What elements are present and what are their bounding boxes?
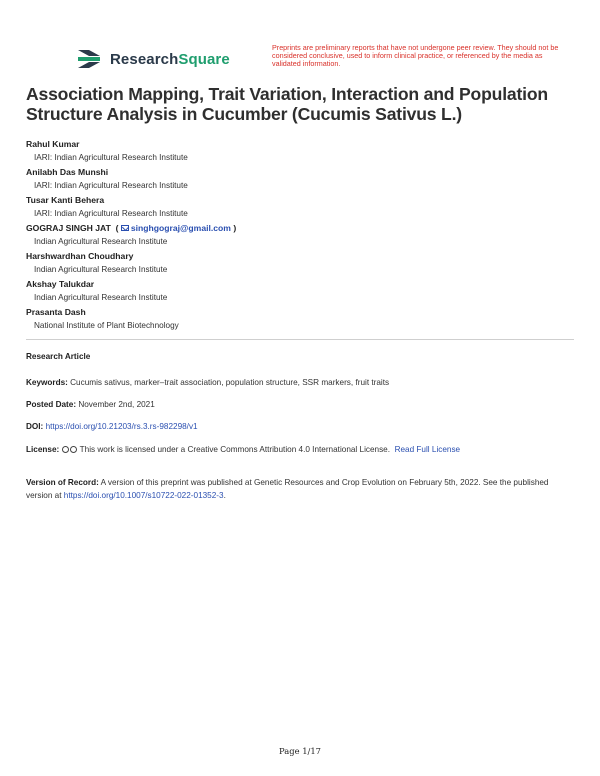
brand-name-part2: Square	[178, 50, 230, 68]
version-label: Version of Record:	[26, 478, 99, 487]
author-email-link[interactable]: singhgograj@gmail.com	[130, 223, 231, 233]
author	[26, 194, 586, 221]
author-list	[26, 138, 586, 334]
mail-icon	[121, 225, 129, 231]
author	[26, 250, 586, 277]
doi-row	[26, 420, 576, 433]
author-name[interactable]: Harshwardhan Choudhary	[26, 251, 134, 261]
author-name[interactable]: Prasanta Dash	[26, 307, 86, 317]
author-affiliation: IARI: Indian Agricultural Research Institute	[34, 181, 188, 190]
page-number: Page 1/17	[278, 746, 322, 756]
attribution-icon	[70, 446, 77, 453]
article-type	[26, 350, 576, 363]
posted-date-value: November 2nd, 2021	[78, 400, 155, 409]
author-affiliation: Indian Agricultural Research Institute	[34, 237, 168, 246]
author	[26, 278, 586, 305]
author-name[interactable]: Anilabh Das Munshi	[26, 167, 109, 177]
author-affiliation: Indian Agricultural Research Institute	[34, 293, 168, 302]
email-open-paren: (	[113, 223, 121, 233]
keywords-label: Keywords:	[26, 378, 68, 387]
header	[76, 43, 559, 78]
research-square-logo-icon	[76, 48, 102, 70]
creative-commons-icon	[62, 446, 69, 453]
paper-title: Association Mapping, Trait Variation, Interaction and Population Structure Analysis in Cucumber (Cucumis Sativus L.)	[26, 84, 548, 124]
version-of-record	[26, 476, 576, 502]
license-row	[26, 443, 576, 456]
author-name[interactable]: Rahul Kumar	[26, 139, 80, 149]
posted-date-label: Posted Date:	[26, 400, 77, 409]
author-affiliation: IARI: Indian Agricultural Research Institute	[34, 209, 188, 218]
author	[26, 166, 586, 193]
preprint-disclaimer: Preprints are preliminary reports that have not undergone peer review. They should not be considered conclusive, used to inform clinical practice, or referenced by the media as validated information.	[272, 43, 559, 69]
version-text: A version of this preprint was published at Genetic Resources and Crop Evolution on February 5th, 2022. See the published version at	[26, 478, 549, 500]
doi-label: DOI:	[26, 422, 44, 431]
author-name-line	[26, 222, 586, 235]
brand-name-part1: Research	[110, 50, 179, 68]
read-full-license-link[interactable]: Read Full License	[394, 445, 461, 454]
author-affiliation: Indian Agricultural Research Institute	[34, 265, 168, 274]
email-close-paren: )	[230, 223, 237, 233]
posted-date-row	[26, 398, 576, 411]
author-name[interactable]: Akshay Talukdar	[26, 279, 95, 289]
article-type-label: Research Article	[26, 352, 91, 361]
version-link[interactable]: https://doi.org/10.1007/s10722-022-01352-3	[63, 491, 224, 500]
author-affiliation: IARI: Indian Agricultural Research Institute	[34, 153, 188, 162]
author	[26, 306, 586, 333]
author-name[interactable]: Tusar Kanti Behera	[26, 195, 105, 205]
keywords-value: Cucumis sativus, marker–trait association, population structure, SSR markers, fruit traits	[70, 378, 390, 387]
author-affiliation: National Institute of Plant Biotechnology	[34, 321, 179, 330]
doi-link[interactable]: https://doi.org/10.21203/rs.3.rs-982298/v1	[45, 422, 198, 431]
author-name[interactable]: GOGRAJ SINGH JAT	[26, 223, 111, 233]
section-divider	[26, 339, 574, 340]
author	[26, 138, 586, 165]
brand-name	[110, 51, 230, 68]
author-corresponding	[26, 222, 586, 249]
research-square-logo[interactable]	[76, 48, 230, 70]
keywords-row	[26, 376, 576, 389]
license-label: License:	[26, 445, 60, 454]
license-text: This work is licensed under a Creative Commons Attribution 4.0 International License.	[79, 445, 391, 454]
version-text-end: .	[223, 491, 226, 500]
